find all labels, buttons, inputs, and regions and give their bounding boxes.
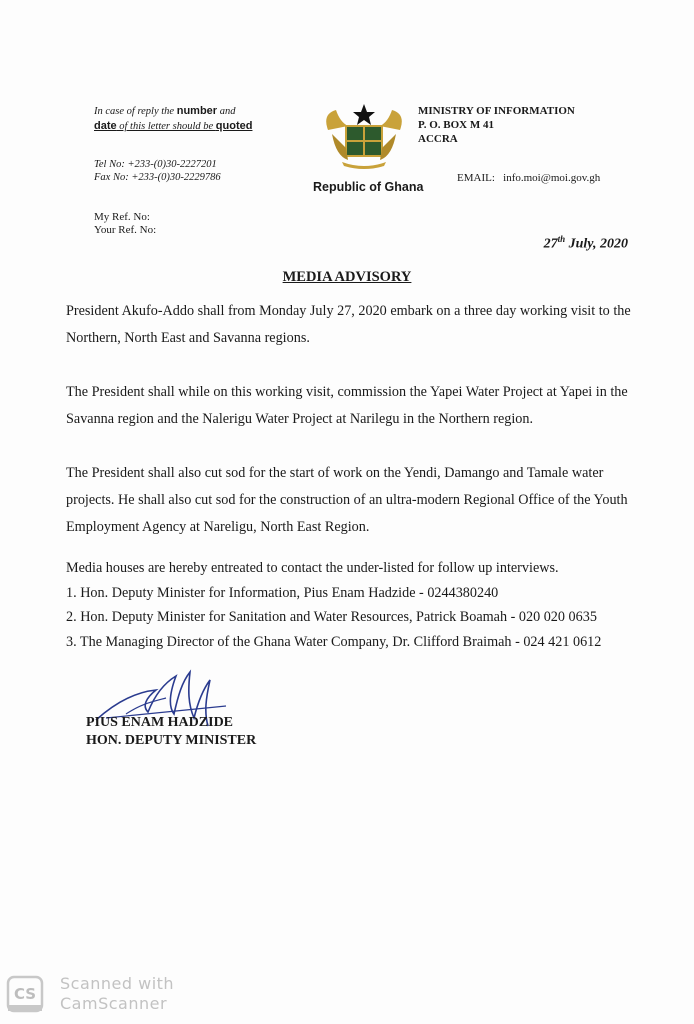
reply-text: and bbox=[217, 106, 236, 117]
reply-text: In case of reply the bbox=[94, 106, 177, 117]
document-title: MEDIA ADVISORY bbox=[282, 269, 412, 285]
your-ref: Your Ref. No: bbox=[94, 224, 157, 236]
reply-bold: quoted bbox=[215, 120, 253, 132]
ministry-name: MINISTRY OF INFORMATION bbox=[418, 105, 575, 117]
signatory bbox=[86, 714, 256, 750]
republic-label: Republic of Ghana bbox=[313, 180, 424, 194]
signatory-position: HON. DEPUTY MINISTER bbox=[86, 733, 257, 748]
tel-number: Tel No: +233-(0)30-2227201 bbox=[94, 159, 217, 170]
ministry-address bbox=[418, 104, 575, 146]
contacts-intro: Media houses are hereby entreated to contact the under-listed for follow up interviews. bbox=[66, 560, 559, 576]
signatory-name: PIUS ENAM HADZIDE bbox=[86, 715, 234, 730]
scanner-watermark bbox=[60, 974, 174, 1014]
logo-text: CS bbox=[13, 985, 37, 1003]
reference-numbers bbox=[94, 211, 156, 237]
reply-instruction bbox=[94, 104, 252, 134]
reply-text: of this letter should be bbox=[116, 121, 216, 132]
coat-of-arms-icon bbox=[318, 100, 410, 172]
email: EMAIL: info.moi@moi.gov.gh bbox=[457, 172, 601, 184]
paragraph: President Akufo-Addo shall from Monday July 27, 2020 embark on a three day working visit to the Northern, North East and Savanna regions. bbox=[66, 303, 631, 346]
reply-bold: number bbox=[176, 105, 218, 117]
reply-bold: date bbox=[94, 120, 117, 132]
watermark-line2: CamScanner bbox=[60, 994, 168, 1013]
camscanner-logo-icon bbox=[6, 975, 44, 1013]
date-suffix: th bbox=[557, 234, 566, 244]
paragraph: The President shall while on this working visit, commission the Yapei Water Project at Yapei in the Savanna region and the Nalerigu Water Project at Narilegu in the Northern region. bbox=[66, 384, 628, 427]
my-ref: My Ref. No: bbox=[94, 211, 150, 223]
watermark-line1: Scanned with bbox=[60, 974, 175, 993]
date-day: 27 bbox=[543, 236, 558, 252]
contact-numbers bbox=[94, 158, 221, 184]
city: ACCRA bbox=[418, 133, 458, 145]
po-box: P. O. BOX M 41 bbox=[418, 119, 494, 131]
fax-number: Fax No: +233-(0)30-2229786 bbox=[94, 172, 221, 183]
contacts-list bbox=[66, 556, 646, 654]
date-rest: July, 2020 bbox=[565, 236, 628, 252]
list-item: 2. Hon. Deputy Minister for Sanitation and Water Resources, Patrick Boamah - 020 020 0635 bbox=[66, 609, 597, 625]
list-item: 3. The Managing Director of the Ghana Water Company, Dr. Clifford Braimah - 024 421 0612 bbox=[66, 633, 602, 650]
list-item: 1. Hon. Deputy Minister for Information, Pius Enam Hadzide - 0244380240 bbox=[66, 584, 499, 601]
paragraph: The President shall also cut sod for the start of work on the Yendi, Damango and Tamale water projects. He shall also cut sod for the construction of an ultra-modern Regional Office of the Youth Employment Agency at Nareligu, North East Region. bbox=[66, 465, 628, 535]
letter-date bbox=[544, 234, 628, 253]
